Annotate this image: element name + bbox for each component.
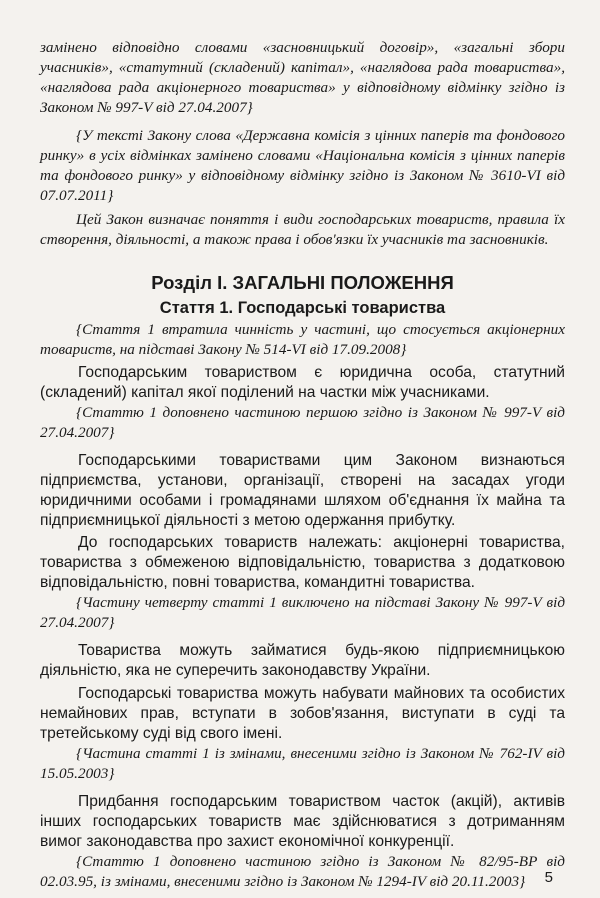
article-note-2: {Статтю 1 доповнено частиною першою згідно із Законом № 997-V від 27.04.2007} <box>40 404 565 441</box>
page-number: 5 <box>544 869 553 886</box>
document-page <box>40 38 565 892</box>
article-title: Стаття 1. Господарські товариства <box>159 299 446 317</box>
section-title: Розділ I. ЗАГАЛЬНІ ПОЛОЖЕННЯ <box>151 272 454 293</box>
article-paragraph-4: Товариства можуть займатися будь-якою підприємницькою діяльністю, яка не суперечить законодавству України. <box>40 642 565 679</box>
article-note-3: {Частину четверту статті 1 виключено на підставі Закону № 997-V від 27.04.2007} <box>40 594 565 631</box>
amendment-note-1: замінено відповідно словами «засновницький договір», «загальні збори учасників», «статутний (складений) капітал», «наглядова рада товариства», «наглядова рада акціонерного товариства» у відповідному відмінку згідно із Законом № 997-V від 27.04.2007} <box>40 39 565 116</box>
article-paragraph-5: Господарські товариства можуть набувати майнових та особистих немайнових прав, вступати в зобов'язання, виступати в суді та третейському суді від свого імені. <box>40 685 565 742</box>
article-paragraph-3: До господарських товариств належать: акціонерні товариства, товариства з обмеженою відповідальністю, товариства з додатковою відповідальністю, повні товариства, командитні товариства. <box>40 534 565 591</box>
article-paragraph-6: Придбання господарським товариством часток (акцій), активів інших господарських товариств має здійснюватися з дотриманням вимог законодавства про захист економічної конкуренції. <box>40 793 565 850</box>
law-purpose-paragraph: Цей Закон визначає поняття і види господарських товариств, правила їх створення, діяльності, а також права і обов'язки їх учасників та засновників. <box>40 211 565 248</box>
article-paragraph-1: Господарським товариством є юридична особа, статутний (складений) капітал якої поділений на частки між учасниками. <box>40 364 565 401</box>
article-note-5: {Статтю 1 доповнено частиною згідно із Законом № 82/95-ВР від 02.03.95, із змінами, внесеними згідно із Законом № 1294-IV від 20.11.2003} <box>40 853 565 890</box>
article-note-1: {Стаття 1 втратила чинність у частині, що стосується акціонерних товариств, на підставі Закону № 514-VI від 17.09.2008} <box>40 321 565 358</box>
amendment-note-2: {У тексті Закону слова «Державна комісія з цінних паперів та фондового ринку» в усіх відмінках замінено словами «Національна комісія з цінних паперів та фондового ринку» у відповідному відмінку згідно із Законом № 3610-VI від 07.07.2011} <box>40 127 565 204</box>
article-paragraph-2: Господарськими товариствами цим Законом визнаються підприємства, установи, організації, створені на засадах угоди юридичними особами і громадянами шляхом об'єднання їх майна та підприємницької діяльності з метою одержання прибутку. <box>40 452 565 529</box>
article-note-4: {Частина статті 1 із змінами, внесеними згідно із Законом № 762-IV від 15.05.2003} <box>40 745 565 782</box>
